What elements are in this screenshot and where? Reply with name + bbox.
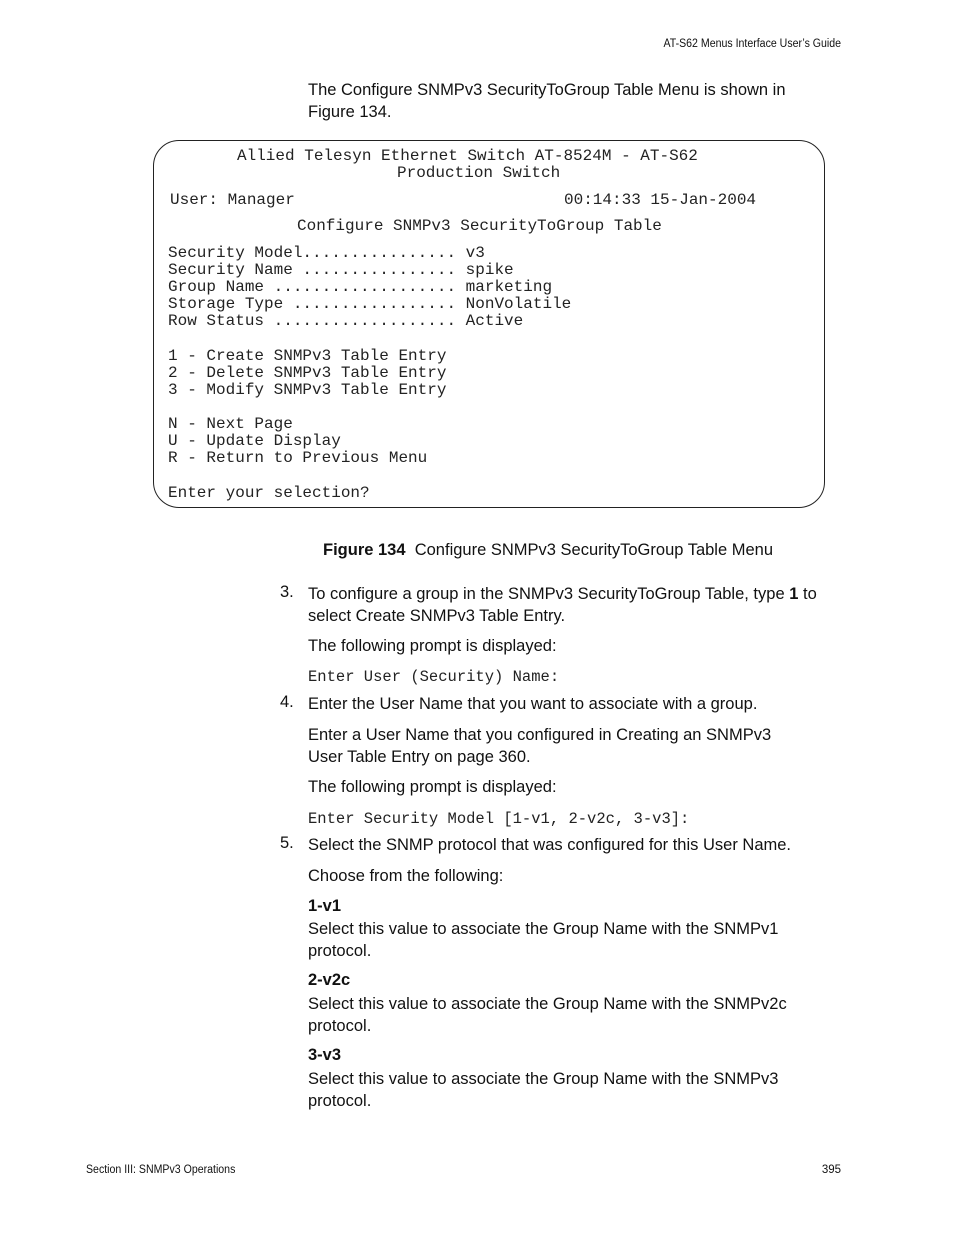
definition-desc-v2c: Select this value to associate the Group Name with the SNMPv2c protocol. bbox=[308, 995, 787, 1035]
footer-page-number: 395 bbox=[821, 1164, 841, 1176]
screen-field-security-model: Security Model................ v3 bbox=[168, 244, 485, 262]
screen-option-delete: 2 - Delete SNMPv3 Table Entry bbox=[168, 364, 447, 382]
definition-desc-v3: Select this value to associate the Group Name with the SNMPv3 protocol. bbox=[308, 1070, 779, 1110]
screen-title-line2: Production Switch bbox=[397, 164, 561, 182]
definition-desc-v1: Select this value to associate the Group Name with the SNMPv1 protocol. bbox=[308, 920, 779, 960]
step-4-prompt: Enter Security Model [1-v1, 2-v2c, 3-v3]: bbox=[308, 810, 690, 828]
screen-user: User: Manager bbox=[170, 191, 295, 209]
running-header: AT-S62 Menus Interface User’s Guide bbox=[663, 38, 841, 50]
step-5-choose: Choose from the following: bbox=[308, 867, 504, 885]
screen-title-line1: Allied Telesyn Ethernet Switch AT-8524M - AT-S62 bbox=[237, 147, 698, 165]
screen-field-group-name: Group Name ................... marketing bbox=[168, 278, 553, 296]
screen-option-create: 1 - Create SNMPv3 Table Entry bbox=[168, 347, 447, 365]
step-3-prompt: Enter User (Security) Name: bbox=[308, 668, 560, 686]
definition-term-v3: 3-v3 bbox=[308, 1046, 342, 1064]
step-3-text bbox=[308, 583, 844, 627]
step-4-paragraph: Enter a User Name that you configured in Creating an SNMPv3 User Table Entry on page 360. bbox=[308, 726, 772, 766]
screen-nav-next: N - Next Page bbox=[168, 415, 293, 433]
step-3-text-b: to select Create SNMPv3 Table Entry. bbox=[308, 585, 817, 625]
step-4-text: Enter the User Name that you want to associate with a group. bbox=[308, 695, 758, 713]
step-5-text: Select the SNMP protocol that was configured for this User Name. bbox=[308, 836, 791, 854]
screen-prompt: Enter your selection? bbox=[168, 484, 370, 502]
footer-section: Section III: SNMPv3 Operations bbox=[86, 1164, 236, 1176]
figure-caption-text: Configure SNMPv3 SecurityToGroup Table Menu bbox=[414, 541, 774, 559]
step-3-text-a: To configure a group in the SNMPv3 SecurityToGroup Table, type bbox=[308, 585, 790, 603]
intro-paragraph: The Configure SNMPv3 SecurityToGroup Table Menu is shown in Figure 134. bbox=[308, 81, 786, 121]
step-5-number: 5. bbox=[280, 834, 294, 852]
screen-nav-update: U - Update Display bbox=[168, 432, 341, 450]
screen-datetime: 00:14:33 15-Jan-2004 bbox=[564, 191, 757, 209]
step-3-number: 3. bbox=[280, 583, 294, 601]
figure-label: Figure 134 bbox=[323, 541, 406, 559]
screen-menu-title: Configure SNMPv3 SecurityToGroup Table bbox=[297, 217, 662, 235]
step-3-follow: The following prompt is displayed: bbox=[308, 637, 557, 655]
definition-term-v1: 1-v1 bbox=[308, 897, 342, 915]
step-3-bold-key: 1 bbox=[789, 585, 799, 603]
step-4-follow: The following prompt is displayed: bbox=[308, 778, 557, 796]
screen-field-row-status: Row Status ................... Active bbox=[168, 312, 524, 330]
screen-field-security-name: Security Name ................ spike bbox=[168, 261, 514, 279]
screen-option-modify: 3 - Modify SNMPv3 Table Entry bbox=[168, 381, 447, 399]
definition-term-v2c: 2-v2c bbox=[308, 971, 351, 989]
step-4-number: 4. bbox=[280, 693, 294, 711]
screen-field-storage-type: Storage Type ................. NonVolatile bbox=[168, 295, 572, 313]
figure-caption bbox=[323, 541, 773, 560]
screen-nav-return: R - Return to Previous Menu bbox=[168, 449, 428, 467]
